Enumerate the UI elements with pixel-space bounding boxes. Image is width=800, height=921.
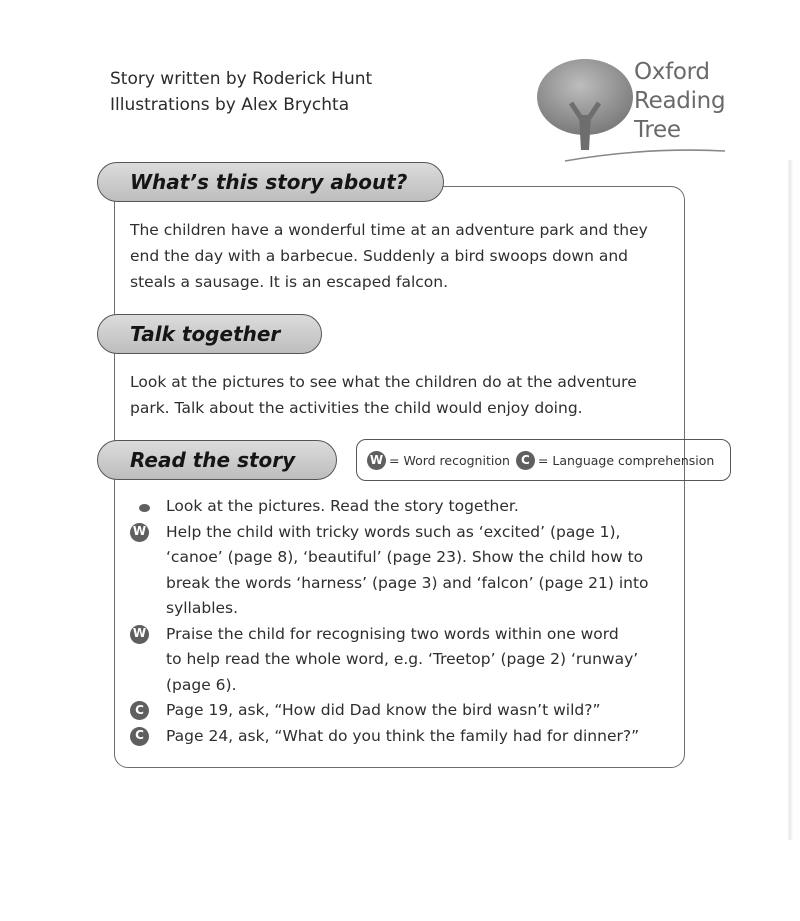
list-item-line: syllables. — [166, 599, 239, 617]
bullet-icon — [139, 504, 150, 512]
list-item — [130, 494, 670, 520]
badge-key — [356, 439, 731, 481]
language-comprehension-badge-icon: C — [130, 727, 149, 746]
talk-line: park. Talk about the activities the child would enjoy doing. — [130, 399, 583, 417]
about-line: end the day with a barbecue. Suddenly a bird swoops down and — [130, 247, 628, 265]
list-item-line: Page 19, ask, “How did Dad know the bird wasn’t wild?” — [166, 701, 601, 719]
talk-paragraph — [130, 369, 637, 421]
list-item-line: (page 6). — [166, 675, 237, 694]
word-recognition-badge-icon: W — [130, 625, 149, 644]
about-line: steals a sausage. It is an escaped falcon. — [130, 273, 449, 291]
list-item-line: Praise the child for recognising two words within one word — [166, 624, 619, 643]
credits — [110, 66, 372, 118]
key-language-comprehension-label: = Language comprehension — [537, 452, 715, 468]
word-recognition-badge-icon: W — [130, 523, 149, 542]
about-paragraph — [130, 217, 648, 295]
read-heading: Read the story — [97, 440, 337, 480]
key-word-recognition — [367, 451, 510, 470]
list-item — [130, 622, 670, 699]
logo-line-tree: Tree — [634, 117, 681, 143]
story-credit: Story written by Roderick Hunt — [110, 69, 373, 89]
logo-line-oxford: Oxford — [634, 59, 710, 85]
language-comprehension-badge-icon: C — [130, 701, 149, 720]
key-word-recognition-label: = Word recognition — [389, 452, 510, 468]
logo-line-reading: Reading — [634, 88, 726, 114]
language-comprehension-badge-icon: C — [516, 451, 535, 470]
list-item — [130, 698, 670, 724]
list-item-line: Look at the pictures. Read the story together. — [166, 497, 519, 515]
list-item-line: to help read the whole word, e.g. ‘Treetop’ (page 2) ‘runway’ — [166, 650, 639, 668]
key-language-comprehension — [516, 451, 714, 470]
word-recognition-badge-icon: W — [367, 451, 386, 470]
read-list — [130, 494, 670, 749]
list-item — [130, 724, 670, 750]
page-edge-shadow — [787, 160, 793, 840]
logo-wordmark — [634, 58, 725, 145]
talk-line: Look at the pictures to see what the children do at the adventure — [130, 373, 637, 391]
about-heading: What’s this story about? — [97, 162, 444, 202]
list-item-line: break the words ‘harness’ (page 3) and ‘falcon’ (page 21) into — [166, 573, 649, 592]
list-item — [130, 520, 670, 622]
list-item-line: ‘canoe’ (page 8), ‘beautiful’ (page 23). Show the child how to — [166, 548, 644, 566]
illustrations-credit: Illustrations by Alex Brychta — [110, 95, 350, 115]
list-item-line: Help the child with tricky words such as ‘excited’ (page 1), — [166, 522, 621, 541]
talk-heading: Talk together — [97, 314, 322, 354]
about-line: The children have a wonderful time at an adventure park and they — [130, 221, 648, 239]
list-item-line: Page 24, ask, “What do you think the family had for dinner?” — [166, 726, 640, 745]
